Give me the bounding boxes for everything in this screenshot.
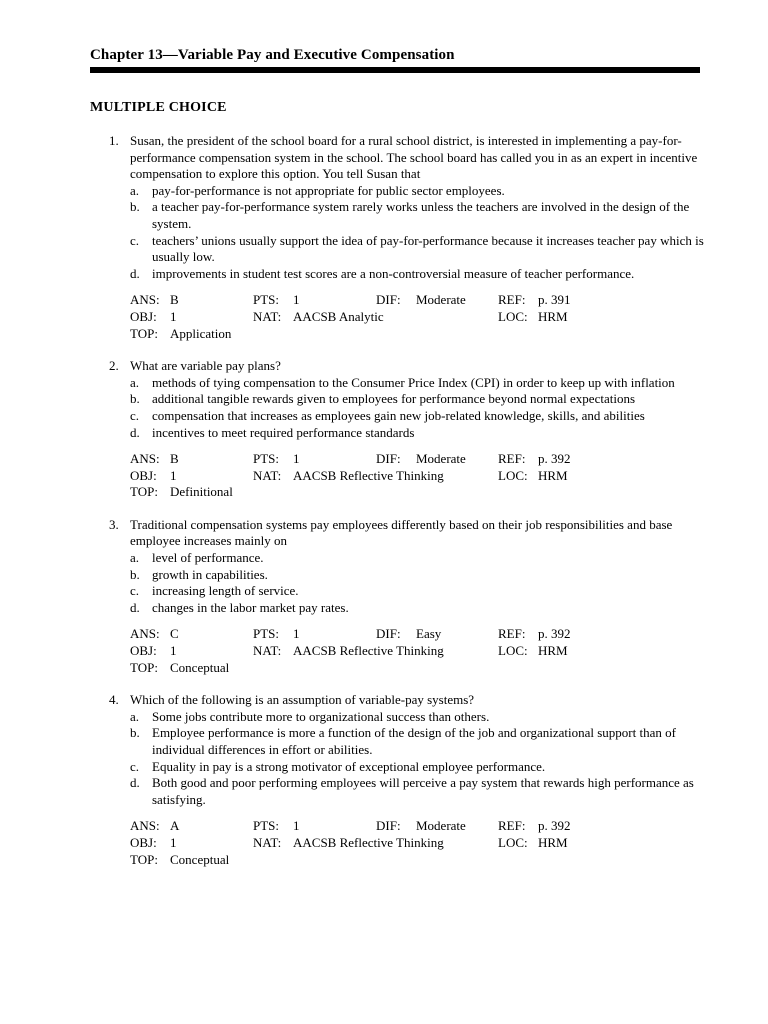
ans-value: A: [170, 818, 180, 834]
loc-value: HRM: [538, 834, 568, 850]
dif-value: Easy: [416, 626, 442, 642]
pts-value: 1: [293, 818, 300, 834]
option-a: [130, 375, 705, 392]
option-text: a teacher pay-for-performance system rarely works unless the teachers are involved in the design of the system.: [152, 199, 690, 231]
option-text: Some jobs contribute more to organizational success than others.: [152, 708, 490, 724]
meta-row-2: [130, 643, 705, 660]
meta-row-3: [130, 852, 705, 869]
meta-row-1: [130, 818, 705, 835]
option-text: teachers’ unions usually support the idea of pay-for-performance because it increases teacher pay which is usually low.: [152, 232, 704, 265]
question-2: [90, 358, 705, 501]
answer-metadata: [130, 292, 705, 342]
question-number: 4.: [109, 692, 119, 708]
title-rule: [90, 67, 700, 73]
option-text: growth in capabilities.: [152, 566, 268, 582]
meta-row-3: [130, 326, 705, 343]
option-letter: d.: [130, 265, 140, 281]
obj-value: 1: [170, 834, 177, 850]
option-text: Both good and poor performing employees will perceive a pay system that rewards high performance as satisfying.: [152, 775, 694, 807]
option-letter: c.: [130, 758, 140, 774]
top-value: Definitional: [170, 484, 233, 500]
loc-field: LOC: HRM: [498, 467, 568, 483]
option-text: changes in the labor market pay rates.: [152, 599, 349, 615]
ref-field: REF: p. 392: [498, 818, 571, 834]
nat-field: NAT: AACSB Reflective Thinking: [253, 834, 444, 850]
question-body: [130, 692, 705, 868]
obj-field: OBJ: 1: [130, 643, 177, 659]
question-stem: Susan, the president of the school board for a rural school district, is interested in implementing a pay-for-performance compensation system in the school. The school board has called you in as an expert in incentive compensation to explore this option. You tell Susan that: [130, 133, 698, 182]
ref-field: REF: p. 392: [498, 451, 571, 467]
pts-field: PTS: 1: [253, 626, 300, 642]
loc-value: HRM: [538, 643, 568, 659]
pts-field: PTS: 1: [253, 292, 300, 308]
question-stem: Which of the following is an assumption of variable-pay systems?: [130, 692, 475, 708]
loc-field: LOC: HRM: [498, 308, 568, 324]
top-field: TOP: Application: [130, 325, 232, 341]
question-4: [90, 692, 705, 868]
nat-value: AACSB Reflective Thinking: [293, 467, 444, 483]
nat-field: NAT: AACSB Reflective Thinking: [253, 467, 444, 483]
ref-field: REF: p. 392: [498, 626, 571, 642]
option-c: [130, 233, 705, 266]
option-list: [130, 709, 705, 809]
obj-field: OBJ: 1: [130, 834, 177, 850]
option-list: [130, 375, 705, 441]
option-letter: b.: [130, 199, 140, 215]
top-field: TOP: Definitional: [130, 484, 233, 500]
option-c: [130, 583, 705, 600]
question-body: [130, 358, 705, 501]
obj-field: OBJ: 1: [130, 467, 177, 483]
option-letter: d.: [130, 775, 140, 791]
chapter-title: Chapter 13—Variable Pay and Executive Compensation: [90, 47, 455, 63]
meta-row-3: [130, 660, 705, 677]
ref-value: p. 391: [538, 292, 571, 308]
option-letter: a.: [130, 374, 140, 390]
question-body: [130, 517, 705, 676]
option-letter: b.: [130, 566, 140, 582]
ans-field: ANS: B: [130, 292, 179, 308]
option-b: [130, 567, 705, 584]
question-list: [90, 133, 705, 884]
question-stem: What are variable pay plans?: [130, 358, 281, 374]
option-text: Employee performance is more a function of the design of the job and organizational support than of individual differences in effort or abilities.: [152, 725, 676, 757]
nat-field: NAT: AACSB Analytic: [253, 308, 384, 324]
option-letter: d.: [130, 599, 140, 615]
option-b: [130, 391, 705, 408]
question-number: 3.: [109, 516, 119, 532]
meta-row-1: [130, 292, 705, 309]
option-b: [130, 199, 705, 232]
option-text: increasing length of service.: [152, 583, 299, 599]
meta-row-2: [130, 835, 705, 852]
dif-value: Moderate: [416, 818, 466, 834]
option-letter: a.: [130, 182, 140, 198]
loc-value: HRM: [538, 467, 568, 483]
option-text: additional tangible rewards given to employees for performance beyond normal expectations: [152, 391, 635, 407]
option-letter: d.: [130, 424, 140, 440]
dif-field: DIF: Easy: [376, 626, 442, 642]
top-value: Conceptual: [170, 659, 230, 675]
pts-field: PTS: 1: [253, 451, 300, 467]
option-c: [130, 408, 705, 425]
meta-row-1: [130, 626, 705, 643]
option-b: [130, 725, 705, 758]
ref-value: p. 392: [538, 451, 571, 467]
obj-field: OBJ: 1: [130, 308, 177, 324]
option-letter: a.: [130, 708, 140, 724]
obj-value: 1: [170, 308, 177, 324]
ans-field: ANS: C: [130, 626, 179, 642]
question-1: [90, 133, 705, 342]
dif-field: DIF: Moderate: [376, 451, 466, 467]
top-field: TOP: Conceptual: [130, 659, 230, 675]
ref-field: REF: p. 391: [498, 292, 571, 308]
ans-value: B: [170, 292, 179, 308]
option-list: [130, 550, 705, 616]
option-letter: c.: [130, 232, 140, 248]
meta-row-1: [130, 451, 705, 468]
option-a: [130, 550, 705, 567]
option-text: incentives to meet required performance standards: [152, 424, 415, 440]
option-letter: a.: [130, 550, 140, 566]
obj-value: 1: [170, 467, 177, 483]
ans-value: C: [170, 626, 179, 642]
option-d: [130, 266, 705, 283]
option-text: Equality in pay is a strong motivator of exceptional employee performance.: [152, 758, 546, 774]
question-number: 1.: [109, 133, 119, 148]
question-3: [90, 517, 705, 676]
option-d: [130, 425, 705, 442]
option-c: [130, 759, 705, 776]
ref-value: p. 392: [538, 818, 571, 834]
ans-value: B: [170, 451, 179, 467]
top-value: Conceptual: [170, 851, 230, 867]
option-letter: c.: [130, 407, 140, 423]
loc-value: HRM: [538, 308, 568, 324]
option-a: [130, 183, 705, 200]
loc-field: LOC: HRM: [498, 643, 568, 659]
section-title: MULTIPLE CHOICE: [90, 100, 227, 115]
answer-metadata: [130, 626, 705, 676]
option-list: [130, 183, 705, 283]
question-number: 2.: [109, 358, 119, 374]
option-d: [130, 600, 705, 617]
option-letter: c.: [130, 583, 140, 599]
obj-value: 1: [170, 643, 177, 659]
meta-row-2: [130, 309, 705, 326]
dif-value: Moderate: [416, 292, 466, 308]
question-body: [130, 133, 705, 342]
option-text: improvements in student test scores are a non-controversial measure of teacher performance.: [152, 265, 635, 281]
option-text: compensation that increases as employees gain new job-related knowledge, skills, and abilities: [152, 407, 645, 423]
nat-value: AACSB Reflective Thinking: [293, 834, 444, 850]
ref-value: p. 392: [538, 626, 571, 642]
nat-value: AACSB Analytic: [293, 308, 384, 324]
option-text: methods of tying compensation to the Consumer Price Index (CPI) in order to keep up with inflation: [152, 374, 675, 390]
nat-field: NAT: AACSB Reflective Thinking: [253, 643, 444, 659]
option-d: [130, 775, 705, 808]
option-a: [130, 709, 705, 726]
option-text: pay-for-performance is not appropriate for public sector employees.: [152, 182, 505, 198]
meta-row-3: [130, 484, 705, 501]
answer-metadata: [130, 451, 705, 501]
pts-field: PTS: 1: [253, 818, 300, 834]
ans-field: ANS: B: [130, 451, 179, 467]
nat-value: AACSB Reflective Thinking: [293, 643, 444, 659]
top-value: Application: [170, 325, 232, 341]
answer-metadata: [130, 818, 705, 868]
ans-field: ANS: A: [130, 818, 180, 834]
option-text: level of performance.: [152, 550, 264, 566]
dif-field: DIF: Moderate: [376, 292, 466, 308]
pts-value: 1: [293, 626, 300, 642]
meta-row-2: [130, 468, 705, 485]
dif-value: Moderate: [416, 451, 466, 467]
question-stem: Traditional compensation systems pay employees differently based on their job responsibilities and base employee increases mainly on: [130, 516, 673, 549]
pts-value: 1: [293, 292, 300, 308]
top-field: TOP: Conceptual: [130, 851, 230, 867]
pts-value: 1: [293, 451, 300, 467]
dif-field: DIF: Moderate: [376, 818, 466, 834]
option-letter: b.: [130, 391, 140, 407]
option-letter: b.: [130, 725, 140, 741]
loc-field: LOC: HRM: [498, 834, 568, 850]
